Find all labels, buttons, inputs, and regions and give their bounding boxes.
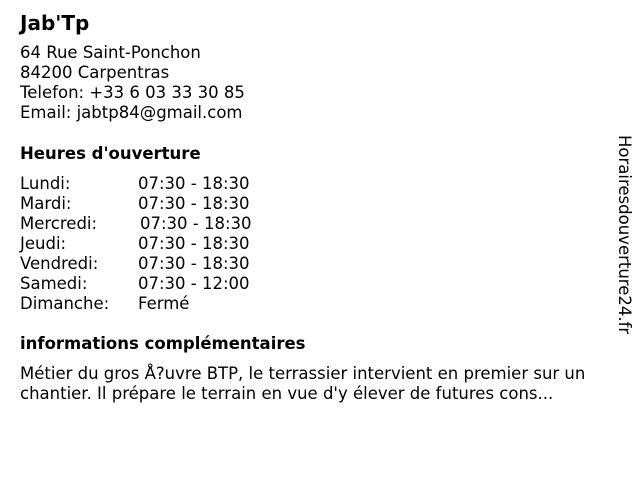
hours-heading: Heures d'ouverture — [20, 144, 201, 163]
day-label-sunday: Dimanche: — [20, 294, 110, 313]
hours-tuesday: 07:30 - 18:30 — [138, 194, 250, 213]
watermark-text: Horairesdouverture24.fr — [615, 135, 634, 335]
info-heading: informations complémentaires — [20, 334, 306, 353]
hours-friday: 07:30 - 18:30 — [138, 254, 250, 273]
hours-wednesday: 07:30 - 18:30 — [140, 214, 252, 233]
email-text: Email: jabtp84@gmail.com — [20, 103, 243, 122]
day-label-wednesday: Mercredi: — [20, 214, 98, 233]
day-label-friday: Vendredi: — [20, 254, 99, 273]
address-line-1: 64 Rue Saint-Ponchon — [20, 43, 201, 62]
hours-sunday: Fermé — [138, 294, 190, 313]
day-label-thursday: Jeudi: — [20, 234, 67, 253]
info-description: Métier du gros Å?uvre BTP, le terrassier intervient en premier sur un chantier. Il prépare le terrain en vue d'y élever de futures cons... — [20, 364, 586, 403]
hours-thursday: 07:30 - 18:30 — [138, 234, 250, 253]
day-label-tuesday: Mardi: — [20, 194, 72, 213]
address-line-2: 84200 Carpentras — [20, 63, 170, 82]
day-label-monday: Lundi: — [20, 174, 71, 193]
hours-monday: 07:30 - 18:30 — [138, 174, 250, 193]
phone-text: Telefon: +33 6 03 33 30 85 — [20, 83, 245, 102]
day-label-saturday: Samedi: — [20, 274, 88, 293]
business-name: Jab'Tp — [20, 11, 90, 35]
hours-saturday: 07:30 - 12:00 — [138, 274, 250, 293]
